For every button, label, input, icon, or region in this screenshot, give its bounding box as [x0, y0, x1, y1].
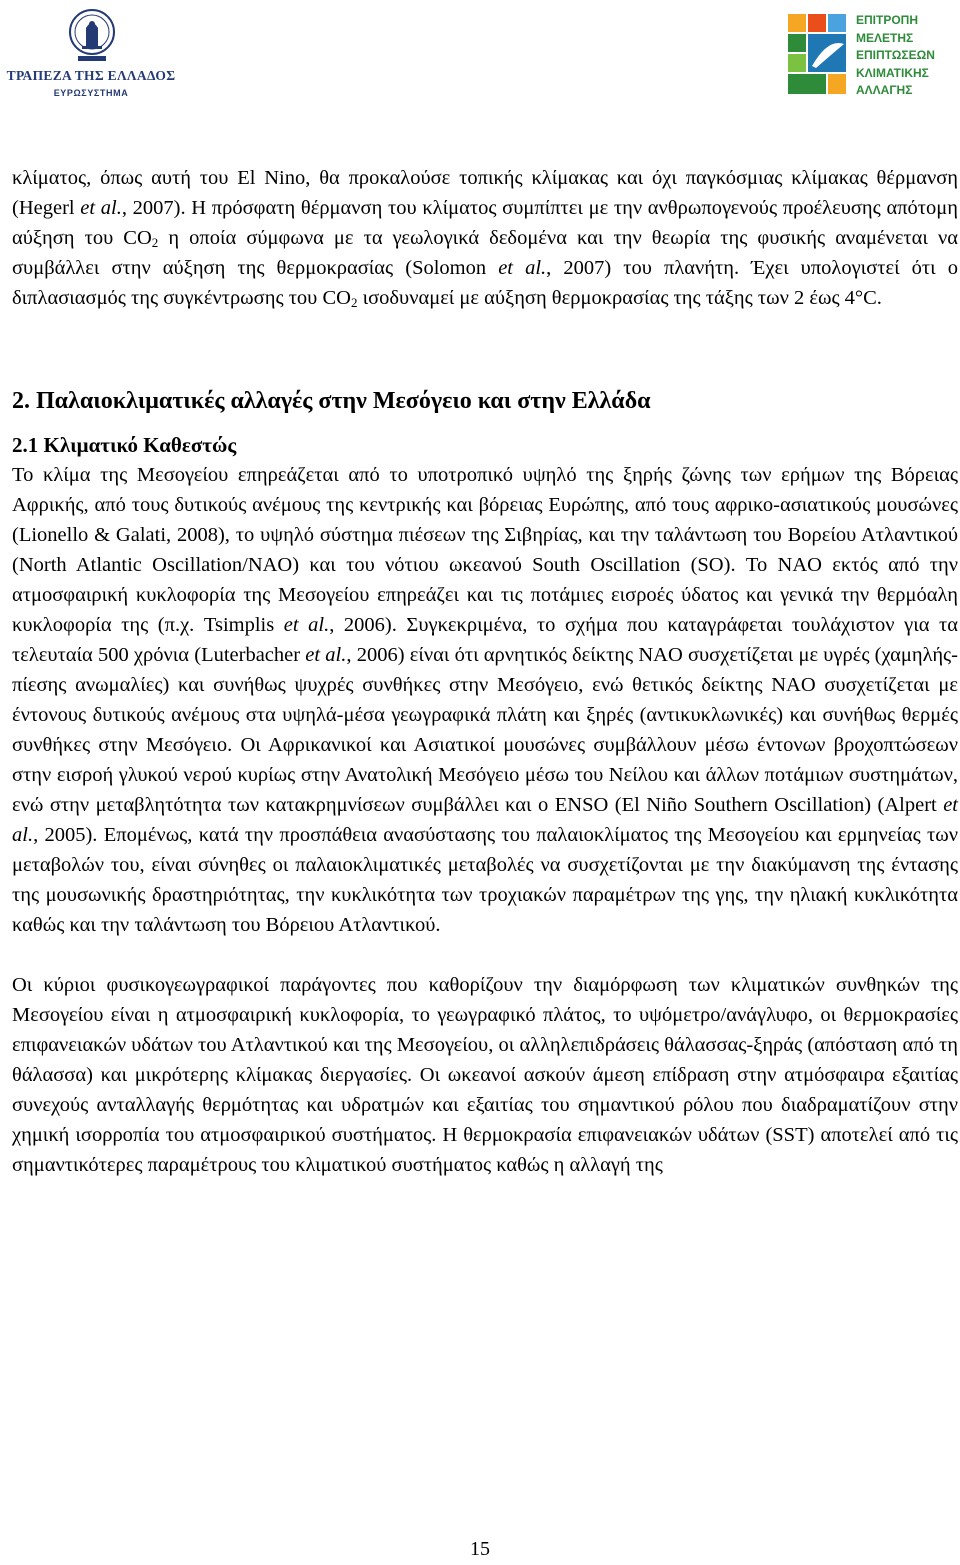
spacer — [12, 313, 958, 386]
text-run: ισοδυναμεί με αύξηση θερμοκρασίας της τάξης των 2 έως 4°C. — [357, 287, 882, 309]
paragraph-intro — [12, 163, 958, 313]
text-run: , 2007) του πλανήτη. Έχει υπολογιστεί ότι ο διπλασιασμός της συγκέντρωσης του CO — [12, 257, 959, 309]
citation-et-al: et al. — [12, 794, 958, 846]
committee-line: ΚΛΙΜΑΤΙΚΗΣ — [856, 65, 929, 80]
text-run: κλίματος, όπως αυτή του El Nino, θα προκαλούσε τοπικής κλίμακας και όχι παγκόσμιας κλίμακας θέρμανση (Hegerl — [12, 167, 958, 219]
paragraph-physical-factors: Οι κύριοι φυσικογεωγραφικοί παράγοντες που καθορίζουν την διαμόρφωση των κλιματικών συνθηκών της Μεσογείου είναι η ατμοσφαιρική κυκλοφορία, το γεωγραφικό πλάτος, το υψόμετρο/ανάγλυφο, οι θερμοκρασίες επιφανειακών υδάτων του Ατλαντικού και της Μεσογείου, οι αλληλεπιδράσεις θάλασσας-ξηράς (απόσταση από τη θάλασσα) και μικρότερης κλίμακας διεργασίες. Οι ωκεανοί ασκούν άμεση επίδραση στην ατμόσφαιρα εξαιτίας συνεχούς ανταλλαγής θερμότητας και υδρατμών και εξαιτίας του σημαντικού ρόλου που διαδραματίζουν στην χημική ισορροπία του ατμοσφαιρικού συστήματος. Η θερμοκρασία επιφανειακών υδάτων (SST) αποτελεί από τις σημαντικότερες παραμέτρους του κλιματικού συστήματος καθώς η αλλαγή της — [12, 974, 958, 1176]
subsection-heading: 2.1 Κλιματικό Καθεστώς — [12, 433, 237, 457]
subscript: 2 — [151, 235, 159, 250]
page-header — [0, 0, 960, 110]
paragraph-climate-regime — [12, 460, 958, 940]
text-run: η οποία σύμφωνα με τα γεωλογικά δεδομένα και την θεωρία της φυσικής αναμένεται να συμβάλλει στην αύξηση της θερμοκρασίας (Solomon — [12, 227, 958, 279]
section-heading: 2. Παλαιοκλιματικές αλλαγές στην Μεσόγειο και στην Ελλάδα — [12, 388, 651, 414]
citation-et-al: et al. — [305, 644, 347, 666]
citation-et-al: et al. — [498, 257, 547, 279]
citation-et-al: et al. — [80, 197, 122, 219]
subscript: 2 — [350, 295, 358, 310]
committee-line: ΕΠΙΠΤΩΣΕΩΝ — [856, 48, 935, 62]
document-body — [12, 163, 958, 1180]
text-run: , 2006). Συγκεκριμένα, το σχήμα που καταγράφεται τουλάχιστον για τα τελευταία 500 χρόνια (Luterbacher — [12, 614, 959, 666]
committee-name — [856, 12, 956, 100]
climate-committee-logo — [788, 8, 958, 104]
climate-mosaic-icon — [788, 14, 850, 96]
committee-line: ΜΕΛΕΤΗΣ — [856, 30, 914, 45]
bank-subtitle: ΕΥΡΩΣΥΣΤΗΜΑ — [53, 88, 129, 98]
citation-et-al: et al. — [283, 614, 330, 636]
committee-line: ΕΠΙΤΡΟΠΗ — [856, 13, 919, 27]
text-run: , 2007). Η πρόσφατη θέρμανση του κλίματος συμπίπτει με την ανθρωπογενούς προέλευσης απότομη αύξηση του CO — [12, 197, 958, 249]
text-run: , 2005). Επομένως, κατά την προσπάθεια ανασύστασης του παλαιοκλίματος της Μεσογείου και ερμηνείας των μεταβολών του, είναι σύνηθες οι παλαιοκλιματικές μεταβολές να συσχετίζονται με την διακύμανση της έντασης της μουσωνικής δραστηριότητας, την κυκλικότητα των τροχιακών παραμέτρων της γης, την ηλιακή κυκλικότητα καθώς και την ταλάντωση του Βόρειου Ατλαντικού. — [12, 824, 958, 936]
committee-line: ΑΛΛΑΓΗΣ — [856, 83, 913, 97]
spacer — [12, 940, 958, 968]
bank-name: ΤΡΑΠΕΖΑ ΤΗΣ ΕΛΛΑΔΟΣ — [6, 68, 176, 83]
bank-of-greece-logo — [6, 8, 176, 98]
page-number: 15 — [470, 1538, 490, 1560]
bank-seal-icon — [68, 8, 116, 64]
text-run: , 2006) είναι ότι αρνητικός δείκτης NAO συσχετίζεται με υγρές (χαμηλής-πίεσης ανωμαλίες) και συνήθως ψυχρές συνθήκες στην Μεσόγειο, ενώ θετικός δείκτης NAO συσχετίζεται με έντονους δυτικούς ανέμους στα υψηλά-μέσα γεωγραφικά πλάτη και ξηρές (αντικυκλωνικές) και συνήθως θερμές συνθήκες στην Μεσόγειο. Οι Αφρικανικοί και Ασιατικοί μουσώνες συμβάλλουν μέσω έντονων βροχοπτώσεων στην εισροή γλυκού νερού κυρίως στην Ανατολική Μεσόγειο μέσω του Νείλου και άλλων ποτάμιων συστημάτων, ενώ στην μεταβλητότητα των κατακρημνίσεων συμβάλλει και ο ENSO (El Niño Southern Oscillation) (Alpert — [12, 644, 958, 816]
text-run: Το κλίμα της Μεσογείου επηρεάζεται από το υποτροπικό υψηλό της ξηρής ζώνης των ερήμων της Βόρειας Αφρικής, από τους δυτικούς ανέμους της κεντρικής και βόρειας Ευρώπης, από τους αφρικο-ασιατικούς μουσώνες (Lionello & Galati, 2008), το υψηλό σύστημα πιέσεων της Σιβηρίας, και την ταλάντωση του Βορείου Ατλαντικού (North Atlantic Oscillation/NAO) και του νότιου ωκεανού South Oscillation (SO). Το NAO εκτός από την ατμοσφαιρική κυκλοφορία της Μεσογείου επηρεάζει και τις ποτάμιες εισροές ύδατος και γενικά την θερμόαλη κυκλοφορία της (π.χ. Tsimplis — [12, 464, 958, 636]
